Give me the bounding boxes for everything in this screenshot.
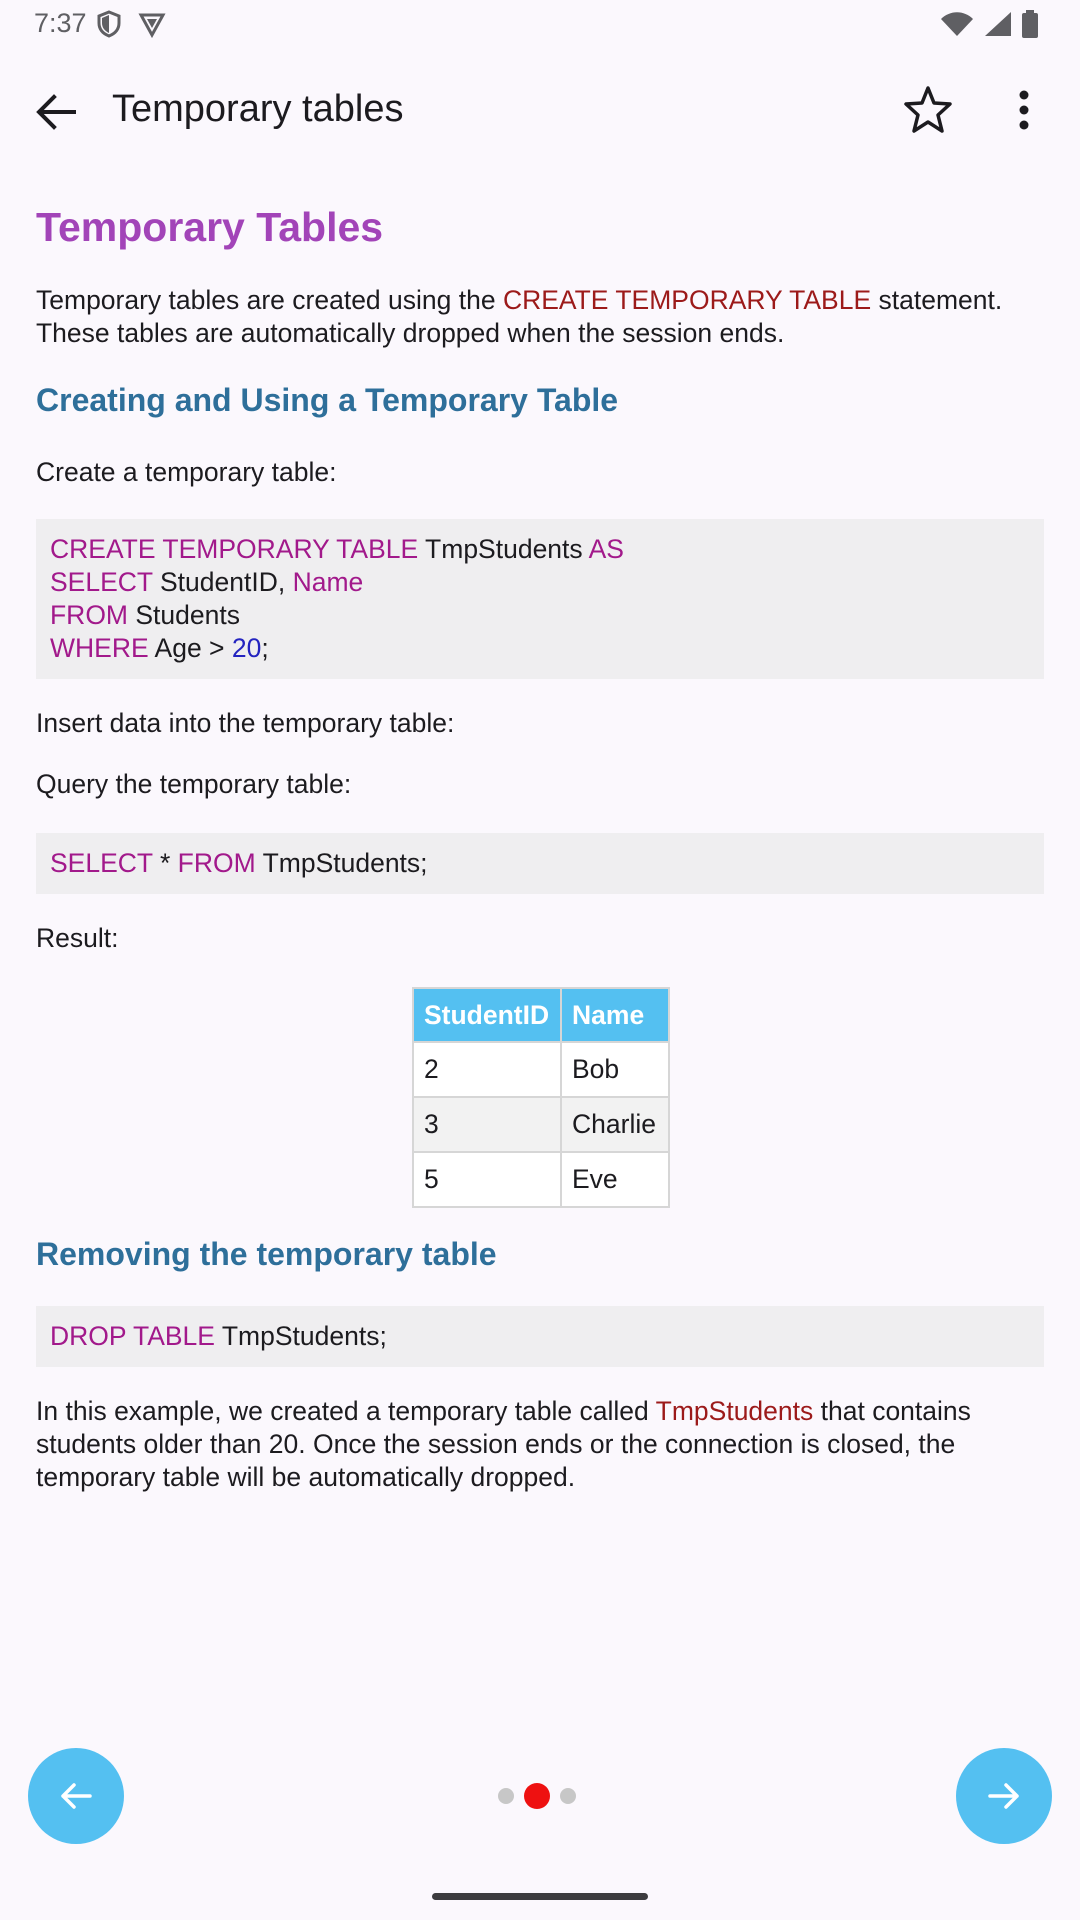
code-line (50, 632, 1030, 665)
page-dot (560, 1788, 576, 1804)
arrow-left-icon (56, 1776, 96, 1816)
code-line (50, 533, 1030, 566)
status-right-icons (940, 10, 1038, 38)
more-options-button[interactable] (1004, 84, 1044, 136)
next-page-button[interactable] (956, 1748, 1052, 1844)
status-time: 7:37 (34, 8, 87, 38)
code-text: Age > (148, 633, 232, 663)
create-label: Create a temporary table: (36, 457, 337, 487)
create-code-block (36, 519, 1044, 679)
code-keyword: FROM (50, 600, 129, 630)
arrow-right-icon (984, 1776, 1024, 1816)
code-keyword: SELECT (50, 848, 153, 878)
insert-label: Insert data into the temporary table: (36, 708, 455, 738)
page-indicator (498, 1783, 576, 1809)
intro-paragraph (36, 284, 1046, 350)
table-cell: 3 (413, 1097, 561, 1152)
table-header-name: Name (561, 988, 669, 1042)
intro-text-after: statement. These tables are automatically dropped when the session ends. (36, 285, 1003, 348)
article-content (36, 200, 1046, 1524)
page-dot (498, 1788, 514, 1804)
shield-icon (96, 10, 122, 38)
table-row (413, 1152, 669, 1207)
favorite-button[interactable] (902, 84, 954, 136)
drop-code-block (36, 1306, 1044, 1367)
back-button[interactable] (30, 86, 82, 138)
code-text: TmpStudents; (214, 1321, 387, 1351)
code-keyword: Name (292, 567, 364, 597)
result-table (412, 987, 670, 1208)
vpn-icon (138, 10, 166, 38)
code-number: 20 (231, 633, 262, 663)
outro-text-after: that contains students older than 20. Once the session ends or the connection is closed, the temporary table will be automatically dropped. (36, 1396, 971, 1492)
query-label: Query the temporary table: (36, 769, 352, 799)
outro-paragraph (36, 1395, 1046, 1494)
code-text: StudentID, (152, 567, 293, 597)
app-title: Temporary tables (112, 88, 404, 130)
code-keyword: WHERE (50, 633, 149, 663)
page-heading: Temporary Tables (36, 204, 384, 250)
battery-icon (1022, 10, 1038, 38)
intro-keyword: CREATE TEMPORARY TABLE (502, 285, 872, 315)
more-vert-icon (1004, 84, 1044, 136)
section-heading-remove: Removing the temporary table (36, 1236, 497, 1272)
code-text: ; (261, 633, 269, 663)
status-bar (0, 0, 1080, 50)
code-line (50, 566, 1030, 599)
table-cell: 2 (413, 1042, 561, 1097)
code-line (50, 1320, 1030, 1353)
table-cell: Charlie (561, 1097, 669, 1152)
result-label: Result: (36, 923, 119, 953)
intro-text-before: Temporary tables are created using the (36, 285, 503, 315)
table-cell: Bob (561, 1042, 669, 1097)
app-bar (0, 62, 1080, 162)
star-outline-icon (902, 84, 954, 136)
query-code-block (36, 833, 1044, 894)
status-left-icons (96, 10, 166, 38)
code-keyword: AS (588, 534, 624, 564)
table-cell: Eve (561, 1152, 669, 1207)
code-line (50, 847, 1030, 880)
code-line (50, 599, 1030, 632)
table-header-studentid: StudentID (413, 988, 561, 1042)
outro-text-before: In this example, we created a temporary table called (36, 1396, 656, 1426)
code-keyword: DROP TABLE (50, 1321, 215, 1351)
code-text: * (152, 848, 178, 878)
code-keyword: SELECT (50, 567, 153, 597)
cell-signal-icon (984, 11, 1012, 37)
code-keyword: FROM (177, 848, 256, 878)
back-arrow-icon (30, 86, 82, 138)
page-dot-active (524, 1783, 550, 1809)
code-text: TmpStudents; (255, 848, 428, 878)
previous-page-button[interactable] (28, 1748, 124, 1844)
table-row (413, 1097, 669, 1152)
section-heading-create: Creating and Using a Temporary Table (36, 382, 619, 418)
table-row (413, 1042, 669, 1097)
code-text: TmpStudents (418, 534, 589, 564)
table-header-row (413, 988, 669, 1042)
home-indicator[interactable] (432, 1893, 648, 1900)
outro-keyword: TmpStudents (655, 1396, 814, 1426)
wifi-icon (940, 11, 974, 37)
code-keyword: CREATE TEMPORARY TABLE (50, 534, 419, 564)
table-cell: 5 (413, 1152, 561, 1207)
code-text: Students (128, 600, 240, 630)
